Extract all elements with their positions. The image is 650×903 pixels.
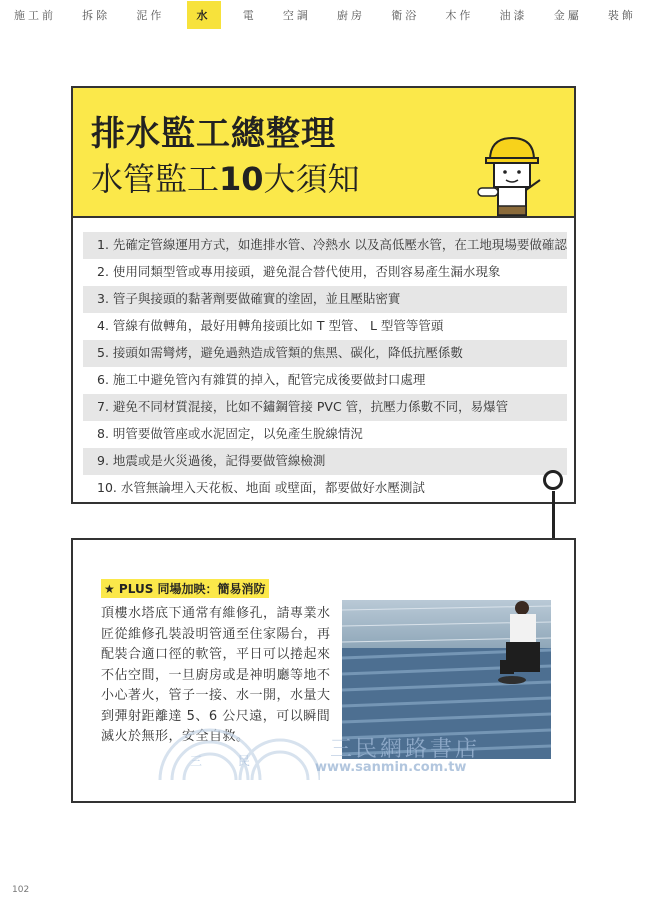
checklist-item: 4. 管線有做轉角，最好用轉角接頭比如 T 型管、 L 型管等管頭 xyxy=(97,318,444,333)
nav-item: 泥作 xyxy=(136,9,165,22)
checklist-box xyxy=(71,86,576,504)
watermark-url: www.sanmin.com.tw xyxy=(315,760,467,775)
nav-item: 金屬 xyxy=(553,9,582,22)
page-title: 排水監工總整理 xyxy=(91,114,336,154)
connector-ring-top xyxy=(543,470,563,490)
chapter-nav xyxy=(0,0,650,30)
checklist-item: 7. 避免不同材質混接，比如不鏽鋼管接 PVC 管，抗壓力係數不同，易爆管 xyxy=(83,394,567,421)
checklist-item: 6. 施工中避免管內有雜質的掉入，配管完成後要做封口處理 xyxy=(97,372,426,387)
checklist-item: 10. 水管無論埋入天花板、地面 或壁面，都要做好水壓測試 xyxy=(97,480,425,495)
construction-worker-illustration xyxy=(476,132,546,218)
nav-item: 拆除 xyxy=(82,9,111,22)
checklist-item: 9. 地震或是火災過後，記得要做管線檢測 xyxy=(83,448,567,475)
plus-box xyxy=(71,538,576,803)
checklist-item: 2. 使用同類型管或專用接頭，避免混合替代使用，否則容易產生漏水現象 xyxy=(97,264,501,279)
page-subtitle: 水管監工10大須知 xyxy=(91,160,360,198)
checklist-item: 8. 明管要做管座或水泥固定，以免產生脫線情況 xyxy=(97,426,363,441)
watermark-name: 三民網路書店 xyxy=(330,737,481,762)
nav-item: 空調 xyxy=(282,9,311,22)
nav-item-active: 水 xyxy=(187,1,221,29)
plus-heading: ★ PLUS 同場加映：簡易消防 xyxy=(101,579,269,598)
watermark-char: 三 xyxy=(190,754,203,768)
checklist-item: 3. 管子與接頭的黏著劑要做確實的塗固，並且壓貼密實 xyxy=(83,286,567,313)
nav-item: 油漆 xyxy=(499,9,528,22)
checklist-item: 5. 接頭如需彎烤，避免過熱造成管類的焦黑、碳化，降低抗壓係數 xyxy=(83,340,567,367)
watermark-char: 民 xyxy=(238,754,251,768)
checklist-item: 1. 先確定管線運用方式，如進排水管、冷熱水 以及高低壓水管，在工地現場要做確認 xyxy=(83,232,567,259)
nav-item: 衛浴 xyxy=(391,9,420,22)
nav-item: 木作 xyxy=(445,9,474,22)
checklist-header xyxy=(73,88,574,218)
rooftop-photo xyxy=(342,600,551,759)
page-number: 102 xyxy=(12,885,30,895)
nav-item: 裝飾 xyxy=(607,9,636,22)
plus-body-text: 頂樓水塔底下通常有維修孔，請專業水匠從維修孔裝設明管通至住家陽台，再配裝合適口徑的軟管，平日可以捲起來不佔空間，一旦廚房或是神明廳等地不小心著火，管子一接、水一開，水量大到彈射距離達 5、6 公尺遠，可以瞬間滅火於無形，安全自救。 xyxy=(101,606,331,744)
nav-item: 施工前 xyxy=(14,9,56,22)
nav-item: 電 xyxy=(242,9,257,22)
checklist-items xyxy=(83,232,567,502)
nav-item: 廚房 xyxy=(337,9,366,22)
